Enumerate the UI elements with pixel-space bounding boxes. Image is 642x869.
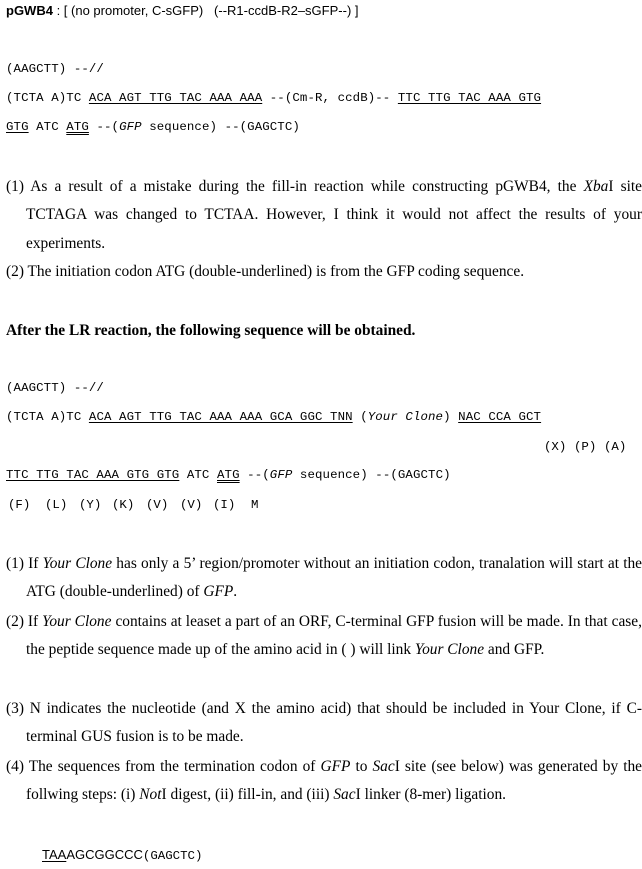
start-codon: ATG (66, 120, 89, 134)
header-line (6, 3, 359, 18)
note2-3: (3) N indicates the nucleotide (and X the amino acid) that should be included in Your Clone, if C-terminal GUS fusion is to be made. (6, 700, 642, 746)
note-1: (1) As a result of a mistake during the fill-in reaction while constructing pGWB4, the XbaI site TCTAGA was changed to TCTAA. However, I think it would not affect the results of your experiments. (6, 178, 642, 252)
terminator-sequence: TAAAGCGGCCC(GAGCTC) (42, 847, 203, 863)
attb1-sequence: ACA AGT TTG TAC AAA AAA GCA GGC TNN (88, 410, 353, 424)
attb2-sequence: NAC CCA GCT (458, 410, 542, 424)
amino-acid: (L) (45, 498, 68, 512)
amino-acid: (F) (8, 498, 31, 512)
amino-acid: M (251, 498, 259, 512)
amino-acid-x: (X) (544, 440, 567, 454)
seq2-line-1: (AAGCTT) --// (6, 381, 104, 395)
amino-acid-p: (P) (574, 440, 597, 454)
seq1-line-2: (TCTA A)TC ACA AGT TTG TAC AAA AAA --(Cm-R, ccdB)-- TTC TTG TAC AAA GTG (6, 91, 542, 105)
note2-2: (2) If Your Clone contains at leaset a part of an ORF, C-terminal GFP fusion will be made. In that case, the peptide sequence made up of the amino acid in ( ) will link Your Clone and GFP. (6, 613, 642, 659)
note2-4: (4) The sequences from the termination codon of GFP to SacI site (see below) was generated by the follwing steps: (i) NotI digest, (ii) fill-in, and (iii) SacI linker (8-mer) ligation. (6, 758, 642, 804)
seq1-line-3: GTG ATC ATG --(GFP sequence) --(GAGCTC) (6, 120, 300, 134)
start-codon: ATG (217, 468, 240, 482)
amino-acid-a: (A) (604, 440, 627, 454)
your-clone-label: Your Clone (367, 410, 444, 424)
amino-acid: (V) (146, 498, 169, 512)
plasmid-description: : [ (no promoter, C-sGFP) (--R1-ccdB-R2–sGFP--) ] (52, 3, 359, 18)
attb1-sequence: ACA AGT TTG TAC AAA AAA (88, 91, 263, 105)
seq2-line-3: TTC TTG TAC AAA GTG GTG ATC ATG --(GFP sequence) --(GAGCTC) (6, 468, 451, 482)
seq1-line-1: (AAGCTT) --// (6, 62, 104, 76)
plasmid-name: pGWB4 (6, 3, 53, 18)
amino-acid: (I) (213, 498, 236, 512)
lr-heading: After the LR reaction, the following sequence will be obtained. (6, 322, 416, 339)
note-2: (2) The initiation codon ATG (double-underlined) is from the GFP coding sequence. (6, 263, 525, 280)
amino-acid: (Y) (79, 498, 102, 512)
amino-acid: (V) (180, 498, 203, 512)
seq2-line-2: (TCTA A)TC ACA AGT TTG TAC AAA AAA GCA GGC TNN (Your Clone) NAC CCA GCT (6, 410, 542, 424)
amino-acid: (K) (112, 498, 135, 512)
stop-codon: TAA (42, 847, 67, 862)
attb2-sequence: TTC TTG TAC AAA GTG (397, 91, 542, 105)
note2-1: (1) If Your Clone has only a 5’ region/promoter without an initiation codon, tranalation will start at the ATG (double-underlined) of GFP. (6, 555, 642, 601)
